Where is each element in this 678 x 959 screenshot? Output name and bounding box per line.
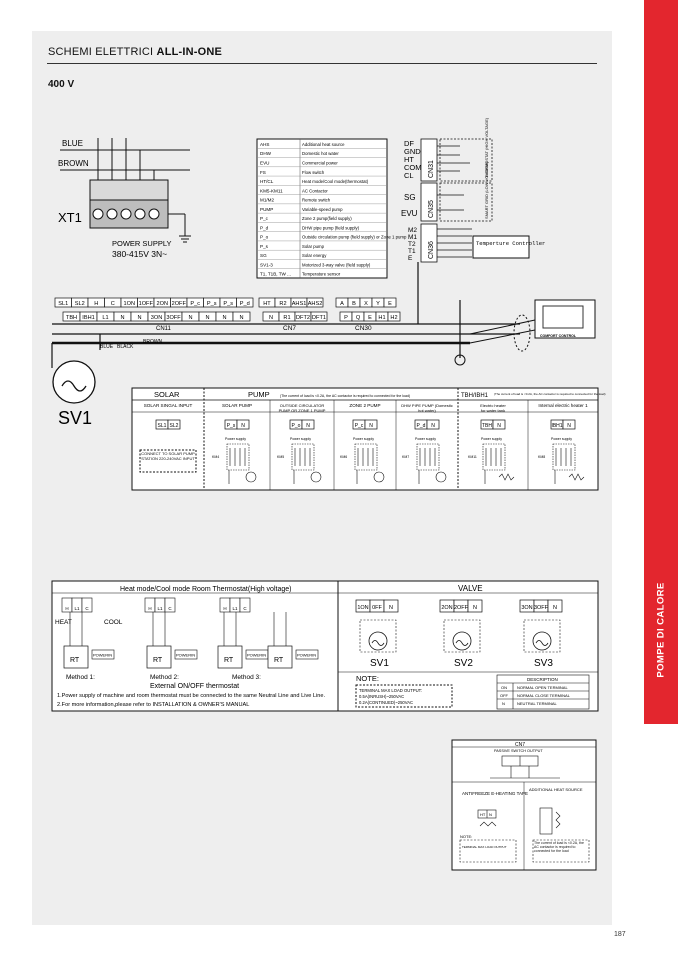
pump-power-supply: Power supply [415,437,437,441]
cn31-pin-gnd: GND [404,147,421,156]
cn7-bottom-label: R1 [283,315,291,321]
cn30-top-label: E [388,301,392,307]
solar-title: SOLAR [154,390,180,399]
rt-label: RT [153,657,163,664]
cn35-pin-sg: SG [404,193,416,202]
cn30-top-label: A [340,301,344,307]
cn7-top-label: AHS1 [291,301,307,307]
pump-col-title: hot water) [418,408,436,413]
contactor-label: KM6 [340,455,348,459]
pump-col-title: OUTSIDE CIRCULATOR [279,403,325,408]
cn11-bottom-label: 3ON [150,315,163,321]
product-title: ALL-IN-ONE [156,46,223,58]
cn11-top-label: P_s [223,301,234,307]
legend-value: Variable-speed pump [302,206,343,212]
power-supply-rating: 380-415V 3N~ [112,249,168,259]
legend-key: M1/M2 [260,197,275,203]
tbh-note: (The current of load is <0.2A, the AC contactor is required to connected for the load) [494,392,606,396]
cn11-top-label: C [110,301,115,307]
cn11-bottom-label: N [188,315,193,321]
temp-controller-label: Temperture Controller [476,240,546,247]
thermo-terminal-label: H [148,606,152,611]
cn11-top-label: P_d [239,301,250,307]
pump-col-title: ZONE 2 PUMP [349,403,381,408]
valve-terminal-label: 3ON [521,605,533,611]
cn36-pin-e: E [408,255,413,262]
cable-black: BLACK [117,344,134,350]
contactor-label: KM11 [468,455,477,459]
cn35-label: CN35 [428,200,435,218]
thermo-terminal-label: C [85,606,89,611]
cn11-top-label: P_s [206,301,217,307]
cn11-bottom-label: N [137,315,142,321]
pump-terminal-label: P_c [354,423,364,429]
pump-motor-symbol [246,472,256,482]
cn7-bottom-label: DFT2 [296,315,310,321]
antifreeze-label: ANTIFREEZE E-HEATING TAPE [462,791,529,796]
pump-power-supply: Power supply [353,437,375,441]
thermostat-note-1: 1.Power supply of machine and room thermostat must be connected to the same Neutral Line and Live Line. [57,693,326,699]
legend-value: Remote switch [302,197,331,203]
cn11-bottom-label: IBH1 [82,315,95,321]
comfort-control-label: COMFORT CONTROL [540,334,576,338]
cn7-label: CN7 [283,325,297,332]
rt-label: RT [224,657,234,664]
pump-terminal-label: N [306,423,310,429]
cn11-bottom-label: N [205,315,210,321]
pump-col-title: DHW PIPE PUMP (Domestic [401,403,453,408]
cn11-top-label: SL1 [58,301,69,307]
cn31-label: CN31 [428,160,435,178]
cn7-terminal-n: N [489,812,492,817]
sv1-label: SV1 [58,408,93,428]
legend-value: Solar energy [302,253,327,259]
sv1-symbol [52,343,95,403]
legend-value: Outside circulation pump (field supply) or Zone 1 pump [302,234,407,240]
cn7-note-right: The current of load is <0.2A, the AC contactor is required to connected for the load [534,841,584,854]
pump-motor-symbol [436,472,446,482]
pump-note: (The current of load is <0.2A, the AC contactor is required to connected for the load) [280,394,411,398]
solar-station-text: CONNECT TO SOLAR PUMP STATION 220-240VAC INPUT [141,451,195,461]
cn30-top-label: Y [376,301,380,307]
thermo-heat-label: HEAT [55,619,72,626]
pump-col-title: PUMP OR ZONE 1 PUMP [278,408,326,413]
cn30-top-label: B [352,301,356,307]
cn11-label: CN11 [156,326,171,332]
cn11-top-label: SL2 [74,301,85,307]
valve-note-line-2: 0.5A(INRUSH)~250VAC [359,694,405,699]
legend-value: Solar pump [302,243,324,249]
comfort-controller [455,300,595,365]
section-title: SCHEMI ELETTRICI [48,46,154,58]
cn11-top-label: 2OFF [171,301,186,307]
valve-symbol [533,632,551,650]
legend-key: P_c [260,216,268,222]
pump-terminal-label: SL1 [157,423,167,429]
pump-motor-symbol [311,472,321,482]
thermostat-panel [52,581,338,711]
thermo-cool-label: COOL [104,619,123,626]
terminal-rows [55,298,400,321]
valve-terminal-label: N [473,605,477,611]
cn30-top-label: X [364,301,368,307]
contactor-label: KM5 [277,455,285,459]
valve-terminal-label: N [553,605,557,611]
pump-terminal-label: P_s [226,423,236,429]
valve-symbol [369,632,387,650]
powerin-label: POWERIN [176,652,196,658]
legend-key: P_s [260,243,268,249]
legend-key: PUMP [260,206,274,212]
valve-note-line-1: TERMINAL MAX LOAD OUTPUT: [359,688,422,693]
page-number: 187 [614,931,626,938]
valve-label: SV2 [454,658,473,669]
cn30-bottom-label: E [368,315,372,321]
cn7-bottom-label: N [268,315,274,321]
legend-key: HT/CL [260,179,274,185]
cn11-bottom-label: N [239,315,244,321]
cn31-pin-ht: HT [404,155,414,164]
wire-label-brown: BROWN [58,159,89,168]
cn36-pin-t1: T1 [408,248,416,255]
pump-power-supply: Power supply [225,437,247,441]
valve-desc-key-n: N [502,701,505,706]
valve-desc-val-off: NORMAL CLOSE TERMINAL [517,693,570,698]
legend-value: Temperature sensor [302,271,341,277]
pump-col-title: Electric heater [480,403,506,408]
cn7-terminal-ht: HT [480,812,486,817]
pump-power-supply: Power supply [290,437,312,441]
valve-label: SV1 [370,658,389,669]
legend-key: P_d [260,225,269,231]
valve-title: VALVE [458,584,483,593]
legend-value: AC Contactor [302,188,328,194]
valve-label: SV3 [534,658,553,669]
cn11-top-label: 2ON [156,301,169,307]
pump-terminal-label: N [241,423,245,429]
legend-value: DHW pipe pump (field supply) [302,225,360,231]
legend-key: SV1-3 [260,262,273,268]
cn11-bottom-label: N [222,315,227,321]
valve-symbol [453,632,471,650]
legend-key: SG [260,253,267,259]
valve-terminal-label: 0FF [372,605,382,611]
side-tab-label: POMPE DI CALORE [655,582,667,678]
legend-value: Domestic hot water [302,151,339,157]
valve-desc-title: DESCRIPTION [527,677,558,682]
cn7-note-left: TERMINAL MAX LOAD OUTPUT [462,845,507,849]
pump-col-title: Internal electric heater 1 [538,403,588,408]
cable-blue: BLUE [100,344,114,350]
pump-terminal-label: P_o [291,423,301,429]
pump-col-title: SOLAR PUMP [221,403,253,408]
cn31-note: THERMOSTAT (HIGH VOLTAGE) [484,117,489,178]
thermostat-note-2: 2.For more information,please refer to INSTALLATION & OWNER'S MANUAL [57,702,250,708]
cn11-top-label: 1ON [123,301,136,307]
legend-value: Additional heat source [302,141,345,147]
cable-brown: BROWN [143,339,163,345]
pump-terminal-label: N [369,423,373,429]
rt-label: RT [70,657,80,664]
cn36-label: CN36 [428,241,435,259]
powerin-label: POWERIN [247,652,267,658]
pump-terminal-label: TBH [482,423,492,429]
cn7-panel-subtitle: PASSIVE SWITCH OUTPUT [494,749,543,753]
legend-value: Heat mode/Cool mode(thermostat) [302,179,369,185]
legend-key: T1, T1B, TW ... [260,271,291,277]
cn36-pin-t2: T2 [408,241,416,248]
pump-col-title: SOLAR SINGAL INPUT [143,403,193,408]
power-supply-label: POWER SUPPLY [112,239,172,248]
thermo-terminal-label: C [168,606,172,611]
additional-heat-label: ADDITIONAL HEAT SOURCE [529,787,583,792]
cn36-pin-m2: M2 [408,227,418,234]
legend-value: Flow switch [302,169,325,175]
powerin-label: POWERIN [297,652,317,658]
rt-label: RT [274,657,284,664]
valve-terminal-label: N [389,605,393,611]
cn30-bottom-label: H1 [378,315,386,321]
valve-note-line-3: 0.2A(CONTINUED)~250VAC [359,700,414,705]
legend-key: AHS [260,141,270,147]
pump-col-title: for water tank [480,408,506,413]
valve-desc-key-on: ON [501,685,507,690]
legend-key: FS [260,169,266,175]
cn30-bottom-label: Q [355,315,361,321]
cn7-top-label: HT [263,301,271,307]
pump-title: PUMP [248,390,270,399]
thermo-terminal-label: L1 [74,606,80,611]
method-1-label: Method 1: [66,674,95,681]
cn11-bottom-label: N [120,315,125,321]
cn7-bottom-label: DFT1 [312,315,326,321]
cn7-top-label: R2 [279,301,287,307]
thermostat-title: Heat mode/Cool mode Room Thermostat(High voltage) [120,586,292,593]
valve-terminal-label: 2OFF [453,605,469,611]
contactor-label: KM4 [212,455,220,459]
wire-label-blue: BLUE [62,139,83,148]
valve-desc-key-off: OFF [500,693,508,698]
pump-power-supply: Power supply [551,437,573,441]
legend-key: KM5-KM11 [260,188,283,194]
cn11-top-label: H [94,301,99,307]
external-thermostat-label: External ON/OFF thermostat [150,683,240,690]
pump-terminal-label: IBH1 [551,423,563,429]
valve-terminal-label: 3OFF [533,605,549,611]
thermo-terminal-label: H [223,606,227,611]
legend-key: P_o [260,234,269,240]
pump-motor-symbol [374,472,384,482]
legend-value: Motorized 3-way valve (field supply) [302,262,371,268]
xt1-label: XT1 [58,210,82,225]
tbh-title: TBH/IBH1 [461,393,489,399]
cn11-bottom-label: TBH [65,315,78,321]
valve-note-title: NOTE: [356,674,379,683]
pump-terminal-label: N [567,423,571,429]
thermo-terminal-label: C [243,606,247,611]
thermo-terminal-label: L1 [232,606,238,611]
pump-terminal-label: SL2 [169,423,179,429]
cn11-top-label: P_c [190,301,201,307]
cn11-top-label: 1OFF [138,301,153,307]
cn30-label: CN30 [355,325,372,332]
valve-desc-val-n: NEUTRAL TERMINAL [517,701,557,706]
legend-value: Commercial power [302,160,338,166]
powerin-label: POWERIN [93,652,113,658]
cn35-note: SMART GRID (LOW VOLTAGE) [484,161,489,219]
voltage-title: 400 V [48,79,75,90]
power-supply-group [60,138,191,242]
legend-key: DHW [260,151,271,157]
thermo-terminal-label: L1 [157,606,163,611]
cn36-pin-m1: M1 [408,234,418,241]
cn30-bottom-label: H2 [390,315,398,321]
legend-key: EVU [260,160,270,166]
method-3-label: Method 3: [232,674,261,681]
cn31-pin-cl: CL [404,171,414,180]
contactor-label: KM8 [538,455,546,459]
pump-terminal-label: P_d [416,423,426,429]
thermo-terminal-label: H [65,606,69,611]
valve-desc-val-on: NORMAL OPEN TERMINAL [517,685,568,690]
pump-power-supply: Power supply [481,437,503,441]
cn31-pin-df: DF [404,139,414,148]
cn7-panel-title: CN7 [515,742,526,748]
valve-terminal-label: 1ON [357,605,369,611]
pump-terminal-label: N [431,423,435,429]
cn7-top-label: AHS2 [307,301,323,307]
valve-terminal-label: 2ON [441,605,453,611]
cn31-pin-com: COM [404,163,422,172]
legend-value: Zone 2 pump(field supply) [302,216,352,222]
cn7-note-title: NOTE: [460,834,473,839]
cn11-bottom-label: L1 [102,315,109,321]
cn30-bottom-label: P [344,315,348,321]
cn35-pin-evu: EVU [401,209,418,218]
contactor-label: KM7 [402,455,410,459]
method-2-label: Method 2: [150,674,179,681]
pump-terminal-label: N [497,423,501,429]
cn11-bottom-label: 3OFF [166,315,181,321]
